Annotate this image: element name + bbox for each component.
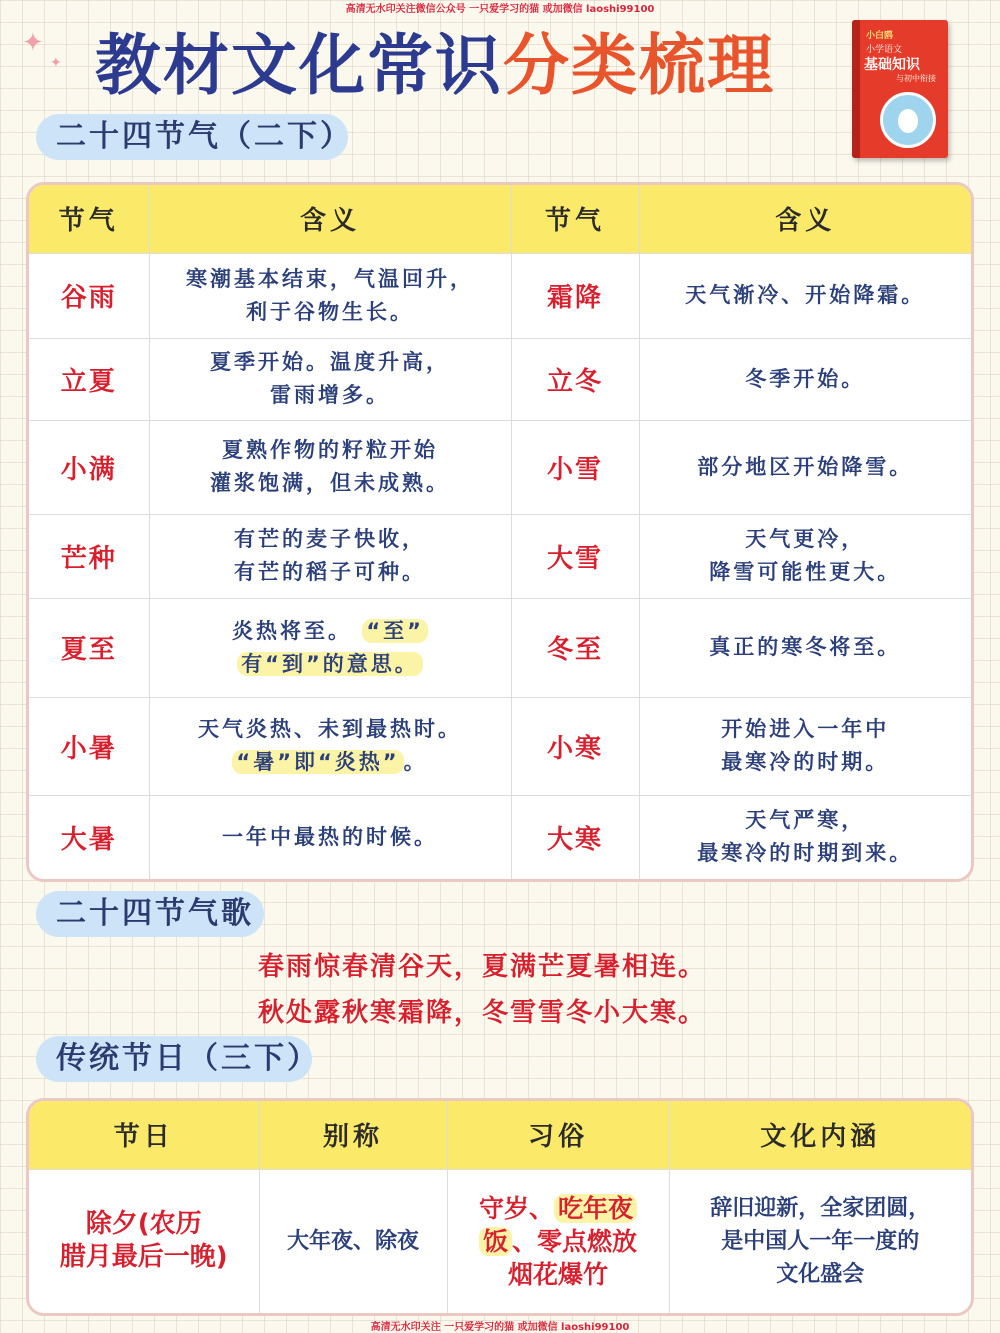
sparkle-icon: ✦ [22, 28, 44, 58]
highlight: 吃年夜 [554, 1194, 637, 1223]
highlight: 有“到”的意思。 [237, 652, 423, 676]
term-cell: 冬至 [511, 598, 639, 697]
sparkle-icon: ✦ [50, 55, 62, 71]
meaning-cell: 冬季开始。 [639, 338, 971, 420]
section-tag-song: 二十四节气歌 [36, 891, 264, 937]
header-term-b: 节气 [511, 185, 639, 253]
meaning-cell: 天气炎热、未到最热时。 “暑”即“炎热” 。 [149, 697, 511, 795]
header-term-a: 节气 [29, 185, 149, 253]
meaning-cell: 炎热将至。 “至” 有“到”的意思。 [149, 598, 511, 697]
table-header-row [29, 185, 971, 253]
page-title [95, 12, 775, 107]
header-meaning: 文化内涵 [669, 1101, 971, 1169]
solar-terms-table-card [26, 182, 974, 882]
header-festival: 节日 [29, 1101, 259, 1169]
table-row [29, 1169, 971, 1313]
festival-cell: 除夕(农历 腊月最后一晚) [29, 1169, 259, 1313]
meaning-cell: 辞旧迎新，全家团圆， 是中国人一年一度的 文化盛会 [710, 1195, 931, 1287]
festival-table-card [26, 1098, 974, 1316]
header-customs: 习俗 [447, 1101, 669, 1169]
term-cell: 大暑 [29, 795, 149, 879]
meaning-cell: 天气严寒， 最寒冷的时期到来。 [697, 808, 914, 866]
table-row [29, 338, 971, 420]
term-cell: 小雪 [511, 420, 639, 514]
watermark-bottom: 高清无水印关注 一只爱学习的猫 或加微信 laoshi99100 [370, 1322, 630, 1333]
header-meaning-b: 含义 [639, 185, 971, 253]
meaning-cell: 夏季开始。温度升高， 雷雨增多。 [149, 338, 511, 420]
table-header-row [29, 1101, 971, 1169]
title-part-2: 分类梳理 [503, 27, 775, 104]
book-spine [852, 20, 860, 158]
term-cell: 芒种 [29, 514, 149, 598]
festival-table [29, 1101, 971, 1313]
meaning-cell: 部分地区开始降雪。 [639, 420, 971, 514]
term-cell: 夏至 [29, 598, 149, 697]
term-cell: 小暑 [29, 697, 149, 795]
table-row [29, 253, 971, 338]
song-line-1: 春雨惊春清谷天，夏满芒夏暑相连。 [258, 952, 707, 982]
customs-cell: 守岁、 吃年夜 饭 、零点燃放 烟花爆竹 [447, 1169, 669, 1313]
bird-mascot-icon [880, 92, 936, 148]
solar-terms-table [29, 185, 971, 879]
section-tag-solar-terms: 二十四节气（二下） [36, 114, 348, 160]
term-cell: 大寒 [511, 795, 639, 879]
term-cell: 立冬 [511, 338, 639, 420]
header-alias: 别称 [259, 1101, 447, 1169]
meaning-cell: 开始进入一年中 最寒冷的时期。 [639, 697, 971, 795]
title-part-1: 教材文化常识 [95, 27, 503, 104]
alias-cell: 大年夜、除夜 [259, 1169, 447, 1313]
book-main-title: 基础知识 [864, 57, 920, 73]
meaning-cell: 天气渐冷、开始降霜。 [639, 253, 971, 338]
book-cover-image [852, 20, 948, 158]
table-row [29, 598, 971, 697]
meaning-cell: 天气更冷， 降雪可能性更大。 [639, 514, 971, 598]
highlight: 饭 [479, 1227, 512, 1256]
table-row [29, 420, 971, 514]
book-series: 小白鸥 [866, 31, 894, 41]
meaning-cell: 有芒的麦子快收， 有芒的稻子可种。 [149, 514, 511, 598]
section-tag-festivals: 传统节日（三下） [36, 1036, 312, 1082]
term-cell: 谷雨 [29, 253, 149, 338]
meaning-cell: 真正的寒冬将至。 [639, 598, 971, 697]
meaning-cell: 一年中最热的时候。 [149, 795, 511, 879]
term-cell: 立夏 [29, 338, 149, 420]
meaning-cell: 夏熟作物的籽粒开始 灌浆饱满，但未成熟。 [149, 420, 511, 514]
book-subject: 小学语文 [866, 45, 903, 55]
term-cell: 小寒 [511, 697, 639, 795]
song-line-2: 秋处露秋寒霜降，冬雪雪冬小大寒。 [258, 998, 707, 1028]
book-subtitle: 与初中衔接 [896, 74, 936, 83]
table-row [29, 795, 971, 879]
highlight: “暑”即“炎热” [232, 750, 403, 774]
term-cell: 小满 [29, 420, 149, 514]
watermark-top: 高清无水印关注微信公众号 一只爱学习的猫 或加微信 laoshi99100 [345, 4, 655, 15]
term-cell: 大雪 [511, 514, 639, 598]
term-cell: 霜降 [511, 253, 639, 338]
meaning-cell: 寒潮基本结束，气温回升， 利于谷物生长。 [149, 253, 511, 338]
table-row [29, 514, 971, 598]
table-row [29, 697, 971, 795]
highlight: “至” [362, 619, 428, 643]
header-meaning-a: 含义 [149, 185, 511, 253]
